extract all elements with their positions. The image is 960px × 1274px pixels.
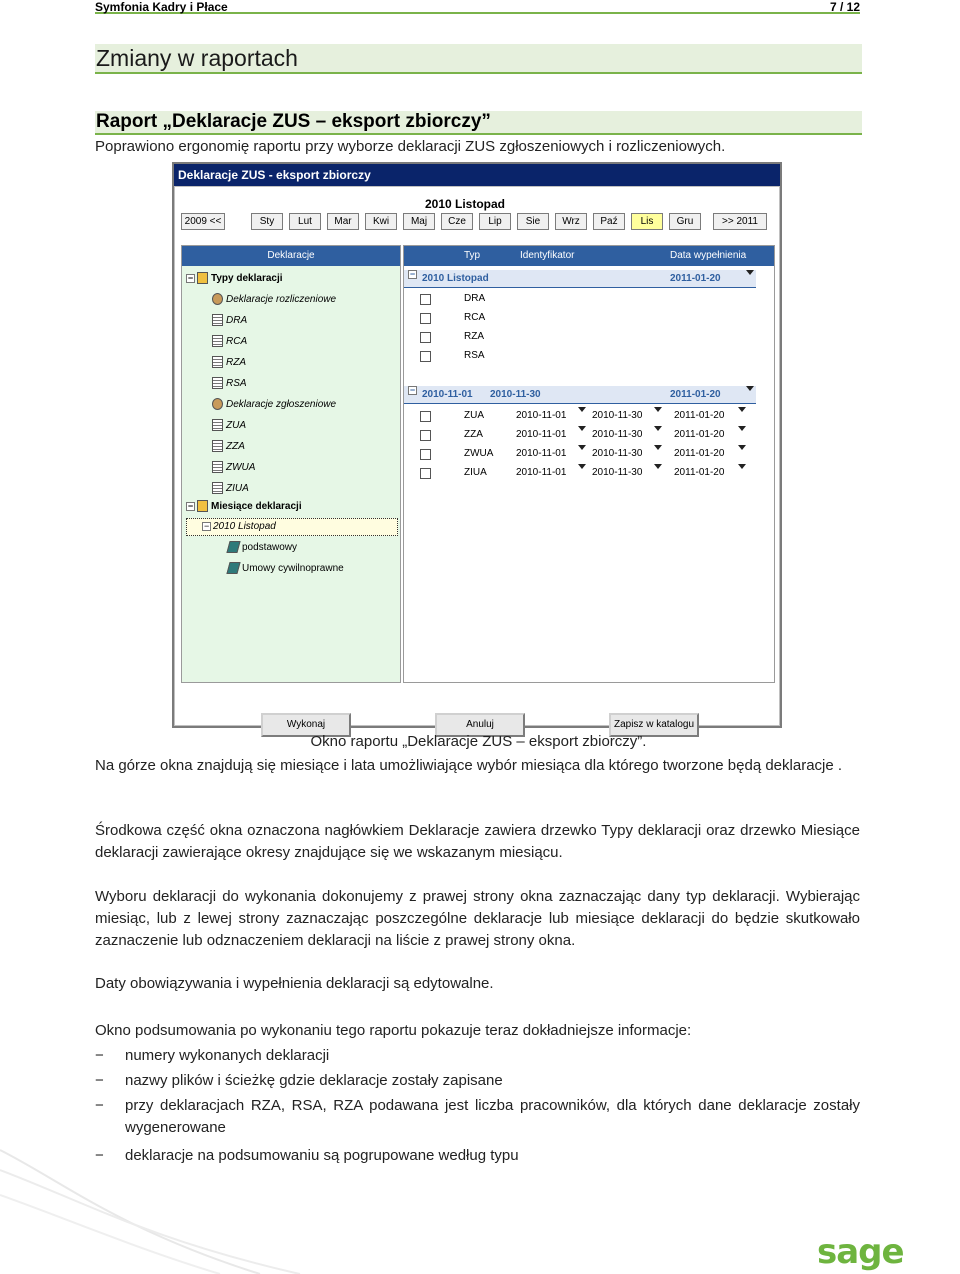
month-button[interactable]: Paź xyxy=(593,213,625,230)
table-row[interactable]: ZIUA 2010-11-01 2010-11-30 2011-01-20 xyxy=(404,464,756,482)
dropdown-arrow-icon[interactable] xyxy=(738,445,746,450)
month-button[interactable]: Sty xyxy=(251,213,283,230)
tree-node-months[interactable]: − Miesiące deklaracji xyxy=(187,500,302,512)
group-row[interactable]: − 2010-11-01 2010-11-30 2011-01-20 xyxy=(404,386,756,404)
tree-node-types[interactable]: − Typy deklaracji xyxy=(187,272,283,284)
tree-node[interactable]: Umowy cywilnoprawne xyxy=(228,562,344,576)
tree-header: Deklaracje xyxy=(182,246,400,266)
tree-node[interactable]: DRA xyxy=(212,314,247,328)
tree-node[interactable]: Deklaracje rozliczeniowe xyxy=(212,293,336,307)
dropdown-arrow-icon[interactable] xyxy=(738,464,746,469)
window-body xyxy=(174,186,780,730)
table-row[interactable]: DRA xyxy=(404,290,756,308)
dropdown-arrow-icon[interactable] xyxy=(578,445,586,450)
tree-node[interactable]: ZZA xyxy=(212,440,245,454)
dropdown-arrow-icon[interactable] xyxy=(654,426,662,431)
dropdown-arrow-icon[interactable] xyxy=(654,407,662,412)
table-row[interactable]: ZUA 2010-11-01 2010-11-30 2011-01-20 xyxy=(404,407,756,425)
tree-node[interactable]: podstawowy xyxy=(228,541,297,555)
month-button[interactable]: Cze xyxy=(441,213,473,230)
dropdown-arrow-icon[interactable] xyxy=(654,445,662,450)
tree-node-month[interactable]: − 2010 Listopad xyxy=(203,520,276,532)
row-checkbox[interactable] xyxy=(420,351,431,362)
tree-node[interactable]: RZA xyxy=(212,356,246,370)
column-type[interactable]: Typ xyxy=(464,250,481,261)
sage-logo: sage xyxy=(817,1232,904,1272)
column-fill-date[interactable]: Data wypełnienia xyxy=(670,250,747,261)
folder-icon xyxy=(197,500,208,512)
table-row[interactable]: RSA xyxy=(404,347,756,365)
collapse-icon[interactable]: − xyxy=(409,269,416,279)
report-window-screenshot xyxy=(172,162,782,728)
row-checkbox[interactable] xyxy=(420,294,431,305)
table-row[interactable]: ZWUA 2010-11-01 2010-11-30 2011-01-20 xyxy=(404,445,756,463)
next-year-button[interactable]: >> 2011 xyxy=(713,213,767,230)
month-button-active[interactable]: Lis xyxy=(631,213,663,230)
document-icon xyxy=(212,335,223,347)
people-icon xyxy=(212,293,223,305)
document-icon xyxy=(212,356,223,368)
list-header xyxy=(404,246,774,266)
dropdown-arrow-icon[interactable] xyxy=(746,270,754,275)
paragraph: Daty obowiązywania i wypełnienia deklaracji są edytowalne. xyxy=(95,975,494,992)
document-icon xyxy=(212,440,223,452)
collapse-icon[interactable]: − xyxy=(409,385,416,395)
document-icon xyxy=(212,314,223,326)
month-button[interactable]: Lip xyxy=(479,213,511,230)
dropdown-arrow-icon[interactable] xyxy=(578,464,586,469)
people-icon xyxy=(212,398,223,410)
row-checkbox[interactable] xyxy=(420,411,431,422)
document-icon xyxy=(212,419,223,431)
window-title: Deklaracje ZUS - eksport zbiorczy xyxy=(174,164,780,186)
paragraph: Na górze okna znajdują się miesiące i lata umożliwiające wybór miesiąca dla którego tworzone będą deklaracje . xyxy=(95,757,843,774)
page-header xyxy=(95,0,860,14)
header-product-name: Symfonia Kadry i Płace xyxy=(95,0,228,14)
month-button[interactable]: Mar xyxy=(327,213,359,230)
collapse-icon[interactable]: − xyxy=(187,272,194,283)
month-button[interactable]: Maj xyxy=(403,213,435,230)
document-icon xyxy=(212,461,223,473)
collapse-icon[interactable]: − xyxy=(203,520,210,531)
row-checkbox[interactable] xyxy=(420,313,431,324)
dropdown-arrow-icon[interactable] xyxy=(746,386,754,391)
declarations-tree-pane xyxy=(181,245,401,683)
table-row[interactable]: RZA xyxy=(404,328,756,346)
row-checkbox[interactable] xyxy=(420,332,431,343)
save-to-folder-button[interactable]: Zapisz w katalogu xyxy=(609,713,699,737)
paragraph: Środkowa część okna oznaczona nagłówkiem Deklaracje zawiera drzewko Typy deklaracji oraz drzewko Miesiące deklaracji zawierające okresy znajdujące się we wskazanym miesiącu. xyxy=(95,822,860,861)
month-button[interactable]: Lut xyxy=(289,213,321,230)
collapse-icon[interactable]: − xyxy=(187,500,194,511)
cancel-button[interactable]: Anuluj xyxy=(435,713,525,737)
header-page-number: 7 / 12 xyxy=(829,0,860,14)
subsection-title-bar xyxy=(95,111,862,135)
tree-node[interactable]: RSA xyxy=(212,377,247,391)
month-button[interactable]: Kwi xyxy=(365,213,397,230)
document-icon xyxy=(212,377,223,389)
paragraph: Okno podsumowania po wykonaniu tego raportu pokazuje teraz dokładniejsze informacje: xyxy=(95,1022,692,1039)
tree-node[interactable]: ZWUA xyxy=(212,461,255,475)
prev-year-button[interactable]: 2009 << xyxy=(181,213,225,230)
decorative-swirl xyxy=(0,1140,960,1274)
folder-icon xyxy=(197,272,208,284)
book-icon xyxy=(226,541,240,553)
tree-node[interactable]: RCA xyxy=(212,335,247,349)
row-checkbox[interactable] xyxy=(420,430,431,441)
section-title-bar xyxy=(95,44,862,74)
tree-node[interactable]: Deklaracje zgłoszeniowe xyxy=(212,398,336,412)
month-year-title: 2010 Listopad xyxy=(424,197,506,211)
group-row[interactable]: − 2010 Listopad 2011-01-20 xyxy=(404,270,756,288)
tree-node[interactable]: ZIUA xyxy=(212,482,249,496)
book-icon xyxy=(226,562,240,574)
paragraph: Wyboru deklaracji do wykonania dokonujemy z prawej strony okna zaznaczając dany typ deklaracji. Wybierając miesiąc, lub z lewej strony zaznaczając poszczególne deklaracje lub miesiące deklaracji do będzie skutkowało zaznaczenie lub odznaczeniem deklaracji na liście z prawej strony okna. xyxy=(95,888,860,949)
run-button[interactable]: Wykonaj xyxy=(261,713,351,737)
figure-caption: Okno raportu „Deklaracje ZUS – eksport zbiorczy”. xyxy=(310,733,647,750)
month-button[interactable]: Sie xyxy=(517,213,549,230)
intro-text: Poprawiono ergonomię raportu przy wyborze deklaracji ZUS zgłoszeniowych i rozliczeniowych. xyxy=(95,138,726,155)
month-button[interactable]: Wrz xyxy=(555,213,587,230)
tree-node[interactable]: ZUA xyxy=(212,419,246,433)
table-row[interactable]: RCA xyxy=(404,309,756,327)
table-row[interactable]: ZZA 2010-11-01 2010-11-30 2011-01-20 xyxy=(404,426,756,444)
month-button[interactable]: Gru xyxy=(669,213,701,230)
dropdown-arrow-icon[interactable] xyxy=(738,407,746,412)
row-checkbox[interactable] xyxy=(420,449,431,460)
declarations-list-pane xyxy=(403,245,775,683)
dropdown-arrow-icon[interactable] xyxy=(578,426,586,431)
dropdown-arrow-icon[interactable] xyxy=(654,464,662,469)
document-icon xyxy=(212,482,223,494)
subsection-title: Raport „Deklaracje ZUS – eksport zbiorczy” xyxy=(96,111,491,132)
dropdown-arrow-icon[interactable] xyxy=(578,407,586,412)
section-title: Zmiany w raportach xyxy=(96,45,298,71)
row-checkbox[interactable] xyxy=(420,468,431,479)
dropdown-arrow-icon[interactable] xyxy=(738,426,746,431)
column-identifier[interactable]: Identyfikator xyxy=(520,250,575,261)
